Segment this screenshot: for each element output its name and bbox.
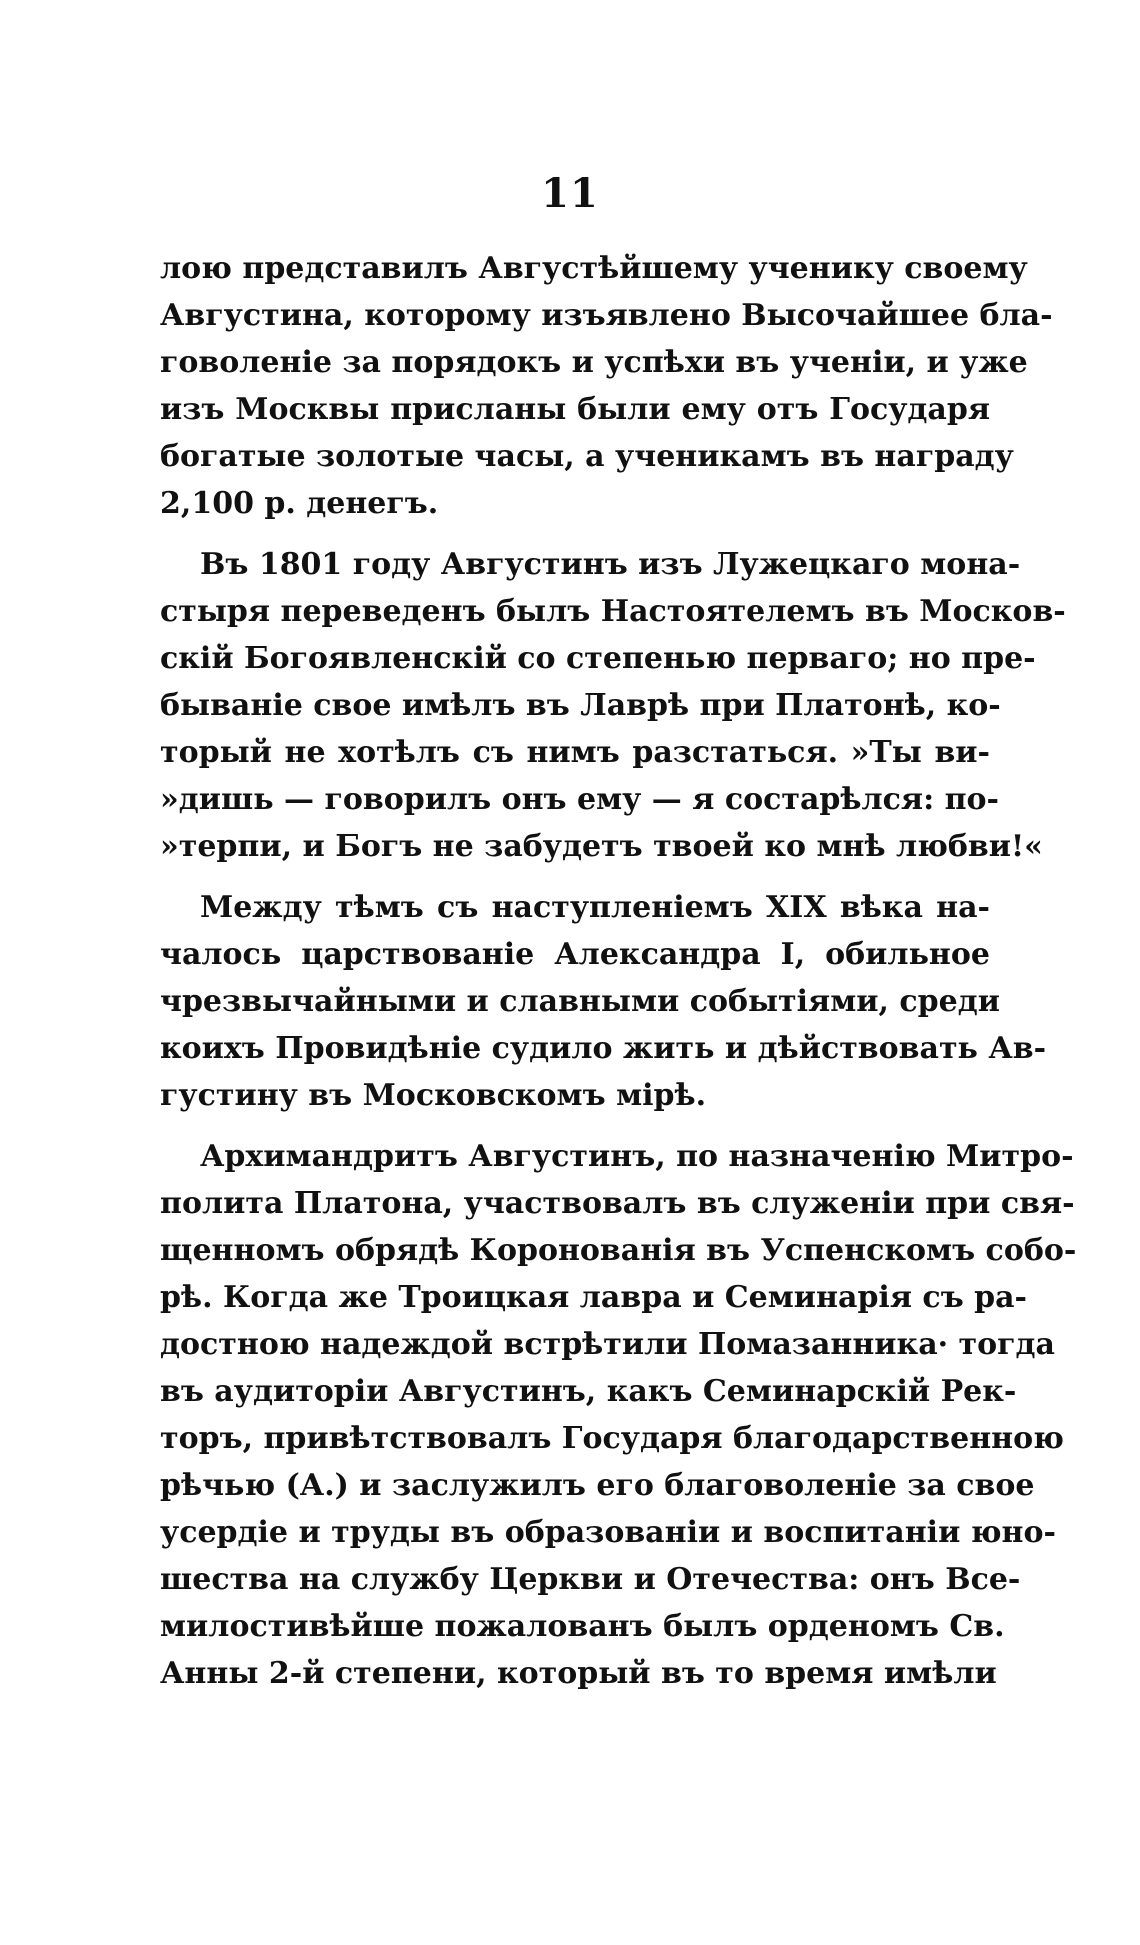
text-line: торъ, привѣтствовалъ Государя благодарственною xyxy=(160,1421,1064,1456)
text-line: полита Платона, участвовалъ въ служеніи при свя- xyxy=(160,1186,1075,1221)
paragraph-1 xyxy=(160,245,1053,527)
text-line: усердіе и труды въ образованіи и воспитаніи юно- xyxy=(160,1515,1056,1550)
text-line: 2,100 р. денегъ. xyxy=(160,486,439,521)
text-line: шества на службу Церкви и Отечества: онъ Все- xyxy=(160,1562,1021,1597)
text-line: бываніе свое имѣлъ въ Лаврѣ при Платонѣ, ко- xyxy=(160,688,1001,723)
paragraph-3 xyxy=(160,884,1047,1119)
text-line: рѣ. Когда же Троицкая лавра и Семинарія съ ра- xyxy=(160,1280,1028,1315)
text-line: говоленіе за порядокъ и успѣхи въ ученіи, и уже xyxy=(160,345,1028,380)
text-line: »дишь — говорилъ онъ ему — я состарѣлся: по- xyxy=(160,782,1000,817)
text-line: щенномъ обрядѣ Коронованія въ Успенскомъ собо- xyxy=(160,1233,1077,1268)
text-line: достною надеждой встрѣтили Помазанника· тогда xyxy=(160,1327,1055,1362)
text-line: Между тѣмъ съ наступленіемъ XIX вѣка на- xyxy=(200,890,990,925)
text-line: скій Богоявленскій со степенью перваго; но пре- xyxy=(160,641,1036,676)
text-line: въ аудиторіи Августинъ, какъ Семинарскій Рек- xyxy=(160,1374,1017,1409)
text-line: Августина, которому изъявлено Высочайшее бла- xyxy=(160,298,1053,333)
text-line: Въ 1801 году Августинъ изъ Лужецкаго мона- xyxy=(200,547,1021,582)
text-line: торый не хотѣлъ съ нимъ разстаться. »Ты ви- xyxy=(160,735,990,770)
text-line: изъ Москвы присланы были ему отъ Государя xyxy=(160,392,990,427)
text-line: милостивѣйше пожалованъ былъ орденомъ Св. xyxy=(160,1609,1005,1644)
text-line: Анны 2-й степени, который въ то время имѣли xyxy=(160,1656,997,1691)
text-line: лою представилъ Августѣйшему ученику своему xyxy=(160,251,1028,286)
paragraph-2 xyxy=(160,541,1066,870)
text-line: Архимандритъ Августинъ, по назначенію Митро- xyxy=(200,1139,1074,1174)
text-line: »терпи, и Богъ не забудетъ твоей ко мнѣ любви!« xyxy=(160,829,1043,864)
body-text xyxy=(160,245,1077,1711)
text-line: густину въ Московскомъ мірѣ. xyxy=(160,1078,707,1113)
page-number: 11 xyxy=(541,170,599,217)
text-line: чалось царствованіе Александра I, обильное xyxy=(160,937,990,972)
text-line: стыря переведенъ былъ Настоятелемъ въ Москов- xyxy=(160,594,1066,629)
paragraph-4 xyxy=(160,1133,1077,1697)
text-line: чрезвычайными и славными событіями, среди xyxy=(160,984,1000,1019)
text-line: коихъ Провидѣніе судило жить и дѣйствовать Ав- xyxy=(160,1031,1047,1066)
text-line: богатые золотые часы, а ученикамъ въ награду xyxy=(160,439,1014,474)
text-line: рѣчью (А.) и заслужилъ его благоволеніе за свое xyxy=(160,1468,1035,1503)
